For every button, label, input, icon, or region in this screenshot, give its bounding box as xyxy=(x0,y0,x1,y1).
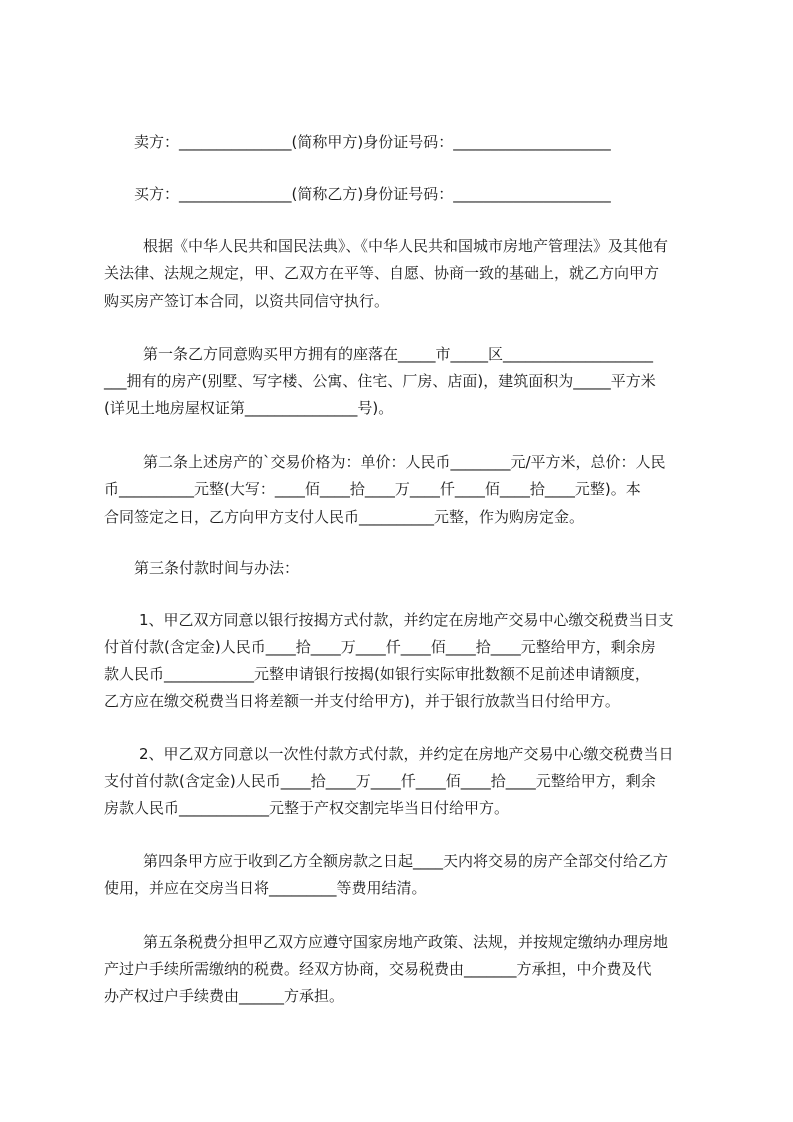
article2-line-3: 合同签定之日，乙方向甲方支付人民币__________元整，作为购房定金。 xyxy=(104,508,585,526)
article5-line-1: 第五条税费分担甲乙双方应遵守国家房地产政策、法规，并按规定缴纳办理房地 xyxy=(143,933,669,951)
buyer-line: 买方：_______________(简称乙方)身份证号码：_____________________ xyxy=(134,185,611,203)
seller-line: 卖方：_______________(简称甲方)身份证号码：_____________________ xyxy=(134,133,611,151)
article4-line-2: 使用，并应在交房当日将_________等费用结清。 xyxy=(104,879,427,897)
article1-line-1: 第一条乙方同意购买甲方拥有的座落在_____市_____区____________________ xyxy=(143,345,654,363)
intro-line-1: 根据《中华人民共和国民法典》、《中华人民共和国城市房地产管理法》及其他有 xyxy=(143,237,669,255)
article5-line-2: 产过户手续所需缴纳的税费。经双方协商，交易税费由_______方承担，中介费及代 xyxy=(104,960,652,978)
article3-item1-line-3: 款人民币____________元整申请银行按揭(如银行实际审批数额不足前述申请额度， xyxy=(104,665,650,683)
article3-heading: 第三条付款时间与办法： xyxy=(134,559,300,577)
article3-item2-line-3: 房款人民币____________元整于产权交割完毕当日付给甲方。 xyxy=(104,799,510,817)
article2-line-2: 币__________元整(大写：____佰____拾____万____仟____佰____拾____元整)。本 xyxy=(104,480,641,498)
article3-item1-line-4: 乙方应在缴交税费当日将差额一并支付给甲方)，并于银行放款当日付给甲方。 xyxy=(104,692,620,710)
article4-line-1: 第四条甲方应于收到乙方全额房款之日起____天内将交易的房产全部交付给乙方 xyxy=(143,852,669,870)
article2-line-1: 第二条上述房产的`交易价格为：单价：人民币________元/平方米，总价：人民 xyxy=(143,453,666,471)
article1-line-3: (详见土地房屋权证第_______________号)。 xyxy=(104,399,394,417)
article3-item1-line-1: 1、甲乙双方同意以银行按揭方式付款，并约定在房地产交易中心缴交税费当日支 xyxy=(139,611,674,629)
intro-line-2: 关法律、法规之规定，甲、乙双方在平等、自愿、协商一致的基础上，就乙方向甲方 xyxy=(104,264,660,282)
article3-item1-line-2: 付首付款(含定金)人民币____拾____万____仟____佰____拾____元整给甲方，剩余房 xyxy=(104,638,656,656)
article5-line-3: 办产权过户手续费由______方承担。 xyxy=(104,987,345,1005)
article3-item2-line-2: 支付首付款(含定金)人民币____拾____万____仟____佰____拾____元整给甲方，剩余 xyxy=(104,772,656,790)
intro-line-3: 购买房产签订本合同，以资共同信守执行。 xyxy=(104,292,390,310)
article1-line-2: ___拥有的房产(别墅、写字楼、公寓、住宅、厂房、店面)，建筑面积为_____平方米 xyxy=(104,372,656,390)
article3-item2-line-1: 2、甲乙双方同意以一次性付款方式付款，并约定在房地产交易中心缴交税费当日 xyxy=(139,745,674,763)
